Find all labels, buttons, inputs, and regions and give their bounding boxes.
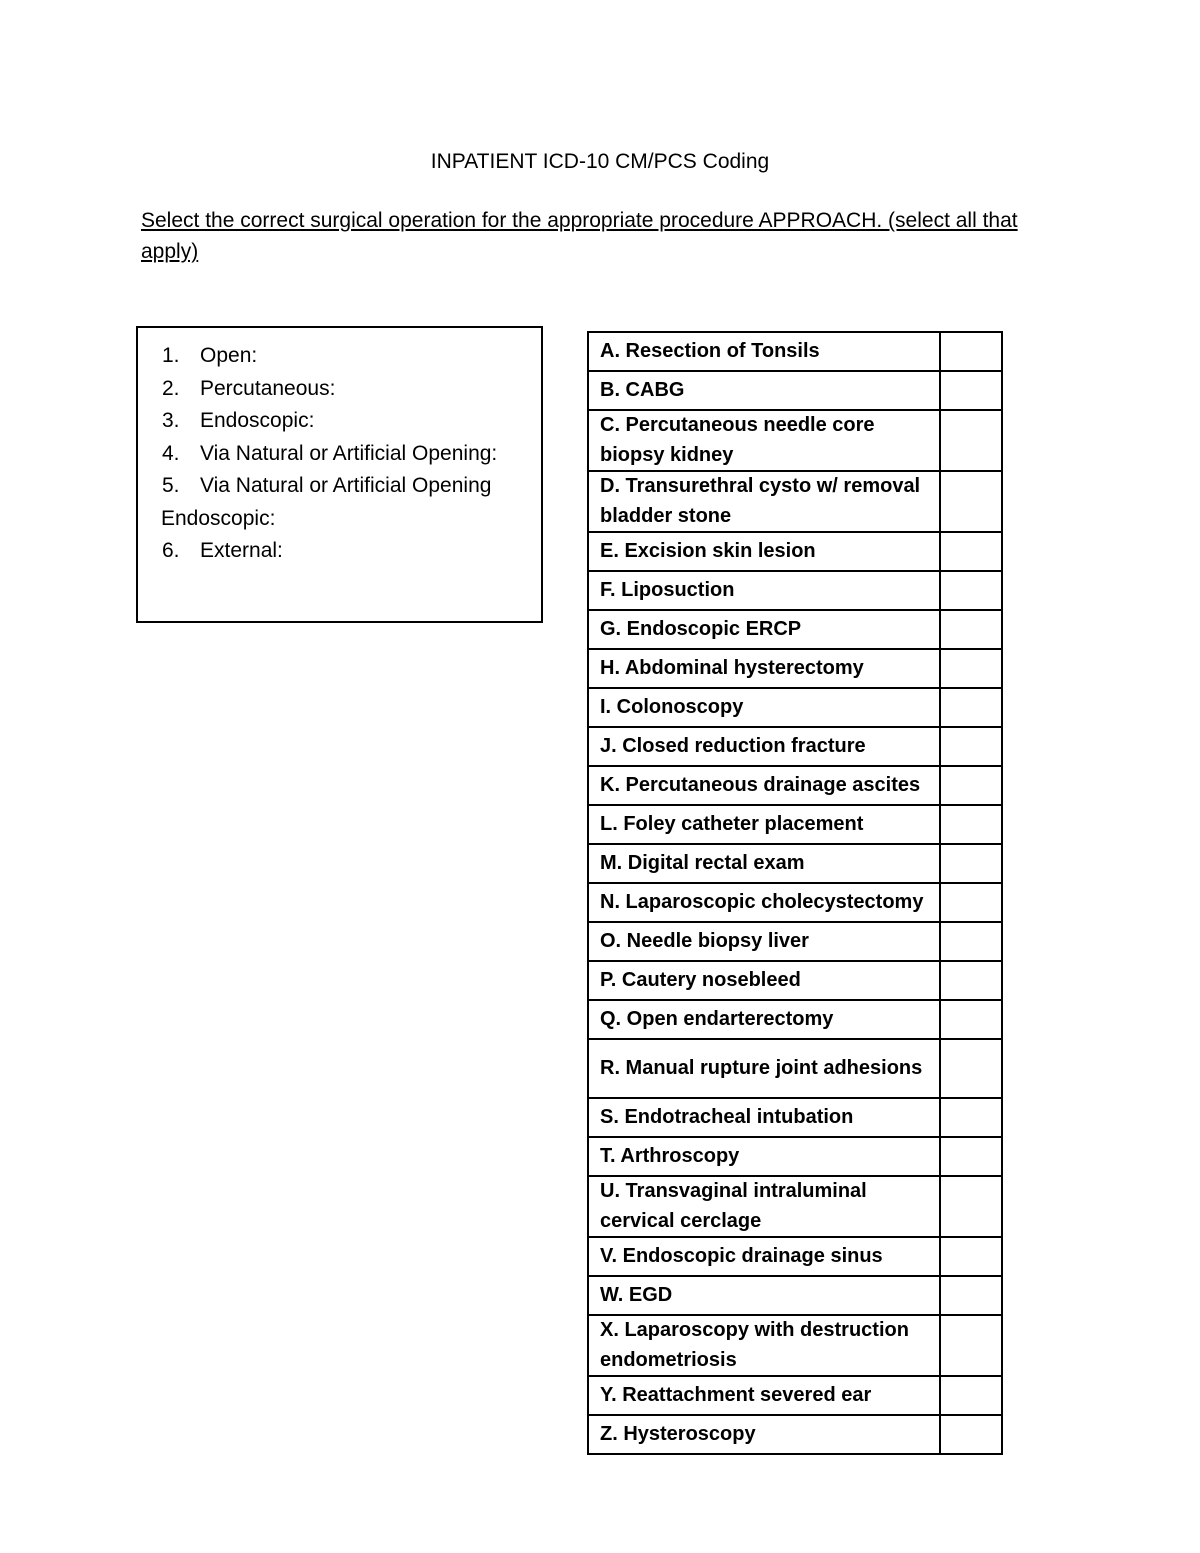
table-row bbox=[588, 1039, 1002, 1098]
answer-cell[interactable] bbox=[940, 1176, 1002, 1237]
procedure-label: F. Liposuction bbox=[588, 571, 940, 610]
procedure-label: D. Transurethral cysto w/ removal bladder stone bbox=[588, 471, 940, 532]
answer-cell[interactable] bbox=[940, 727, 1002, 766]
approach-item-natural-opening-endoscopic-cont: Endoscopic: bbox=[161, 506, 276, 530]
answer-cell[interactable] bbox=[940, 649, 1002, 688]
table-row bbox=[588, 727, 1002, 766]
procedure-label: H. Abdominal hysterectomy bbox=[588, 649, 940, 688]
answer-cell[interactable] bbox=[940, 1315, 1002, 1376]
table-row bbox=[588, 1315, 1002, 1376]
procedure-label: Z. Hysteroscopy bbox=[588, 1415, 940, 1454]
procedure-label: C. Percutaneous needle core biopsy kidney bbox=[588, 410, 940, 471]
procedure-label: T. Arthroscopy bbox=[588, 1137, 940, 1176]
procedure-label: R. Manual rupture joint adhesions bbox=[588, 1039, 940, 1098]
procedure-label: X. Laparoscopy with destruction endometriosis bbox=[588, 1315, 940, 1376]
instruction-text: Select the correct surgical operation for the appropriate procedure APPROACH. (select all that apply) bbox=[141, 209, 1018, 263]
table-row bbox=[588, 1137, 1002, 1176]
answer-cell[interactable] bbox=[940, 1376, 1002, 1415]
procedure-label: J. Closed reduction fracture bbox=[588, 727, 940, 766]
table-row bbox=[588, 805, 1002, 844]
procedure-label: L. Foley catheter placement bbox=[588, 805, 940, 844]
answer-cell[interactable] bbox=[940, 371, 1002, 410]
answer-cell[interactable] bbox=[940, 1237, 1002, 1276]
table-row bbox=[588, 961, 1002, 1000]
procedure-label: E. Excision skin lesion bbox=[588, 532, 940, 571]
procedure-label: U. Transvaginal intraluminal cervical cerclage bbox=[588, 1176, 940, 1237]
table-row bbox=[588, 332, 1002, 371]
approach-item-endoscopic: 3. Endoscopic: bbox=[162, 409, 315, 432]
table-row bbox=[588, 1415, 1002, 1454]
table-row bbox=[588, 922, 1002, 961]
answer-cell[interactable] bbox=[940, 1137, 1002, 1176]
table-row bbox=[588, 649, 1002, 688]
table-row bbox=[588, 766, 1002, 805]
table-row bbox=[588, 1276, 1002, 1315]
approach-item-natural-opening: 4. Via Natural or Artificial Opening: bbox=[162, 441, 498, 465]
procedure-label: O. Needle biopsy liver bbox=[588, 922, 940, 961]
table-row bbox=[588, 1098, 1002, 1137]
procedure-label: Q. Open endarterectomy bbox=[588, 1000, 940, 1039]
table-row bbox=[588, 410, 1002, 471]
procedure-label: V. Endoscopic drainage sinus bbox=[588, 1237, 940, 1276]
procedure-label: N. Laparoscopic cholecystectomy bbox=[588, 883, 940, 922]
answer-cell[interactable] bbox=[940, 766, 1002, 805]
table-row bbox=[588, 1000, 1002, 1039]
procedure-label: P. Cautery nosebleed bbox=[588, 961, 940, 1000]
answer-cell[interactable] bbox=[940, 571, 1002, 610]
procedure-label: W. EGD bbox=[588, 1276, 940, 1315]
table-row bbox=[588, 844, 1002, 883]
page-title: INPATIENT ICD-10 CM/PCS Coding bbox=[430, 150, 770, 173]
table-row bbox=[588, 1376, 1002, 1415]
answer-cell[interactable] bbox=[940, 844, 1002, 883]
table-row bbox=[588, 610, 1002, 649]
approach-item-open: 1. Open: bbox=[162, 344, 258, 367]
answer-cell[interactable] bbox=[940, 1039, 1002, 1098]
procedure-label: G. Endoscopic ERCP bbox=[588, 610, 940, 649]
answer-cell[interactable] bbox=[940, 961, 1002, 1000]
answer-cell[interactable] bbox=[940, 1098, 1002, 1137]
answer-cell[interactable] bbox=[940, 1415, 1002, 1454]
answer-cell[interactable] bbox=[940, 471, 1002, 532]
procedure-label: I. Colonoscopy bbox=[588, 688, 940, 727]
table-row bbox=[588, 471, 1002, 532]
answer-cell[interactable] bbox=[940, 532, 1002, 571]
table-row bbox=[588, 532, 1002, 571]
procedure-label: A. Resection of Tonsils bbox=[588, 332, 940, 371]
approach-item-external: 6. External: bbox=[162, 539, 283, 562]
table-row bbox=[588, 1176, 1002, 1237]
answer-cell[interactable] bbox=[940, 1000, 1002, 1039]
table-row bbox=[588, 883, 1002, 922]
answer-cell[interactable] bbox=[940, 688, 1002, 727]
table-row bbox=[588, 371, 1002, 410]
procedure-label: S. Endotracheal intubation bbox=[588, 1098, 940, 1137]
answer-cell[interactable] bbox=[940, 805, 1002, 844]
answer-cell[interactable] bbox=[940, 610, 1002, 649]
answer-cell[interactable] bbox=[940, 332, 1002, 371]
procedure-label: B. CABG bbox=[588, 371, 940, 410]
answer-cell[interactable] bbox=[940, 922, 1002, 961]
procedure-table bbox=[587, 331, 1003, 1455]
procedure-label: Y. Reattachment severed ear bbox=[588, 1376, 940, 1415]
table-row bbox=[588, 688, 1002, 727]
answer-cell[interactable] bbox=[940, 883, 1002, 922]
approach-list-box bbox=[136, 326, 543, 623]
procedure-label: K. Percutaneous drainage ascites bbox=[588, 766, 940, 805]
approach-item-natural-opening-endoscopic: 5. Via Natural or Artificial Opening bbox=[162, 474, 492, 497]
answer-cell[interactable] bbox=[940, 1276, 1002, 1315]
table-row bbox=[588, 1237, 1002, 1276]
procedure-label: M. Digital rectal exam bbox=[588, 844, 940, 883]
answer-cell[interactable] bbox=[940, 410, 1002, 471]
table-row bbox=[588, 571, 1002, 610]
approach-item-percutaneous: 2. Percutaneous: bbox=[162, 376, 336, 400]
